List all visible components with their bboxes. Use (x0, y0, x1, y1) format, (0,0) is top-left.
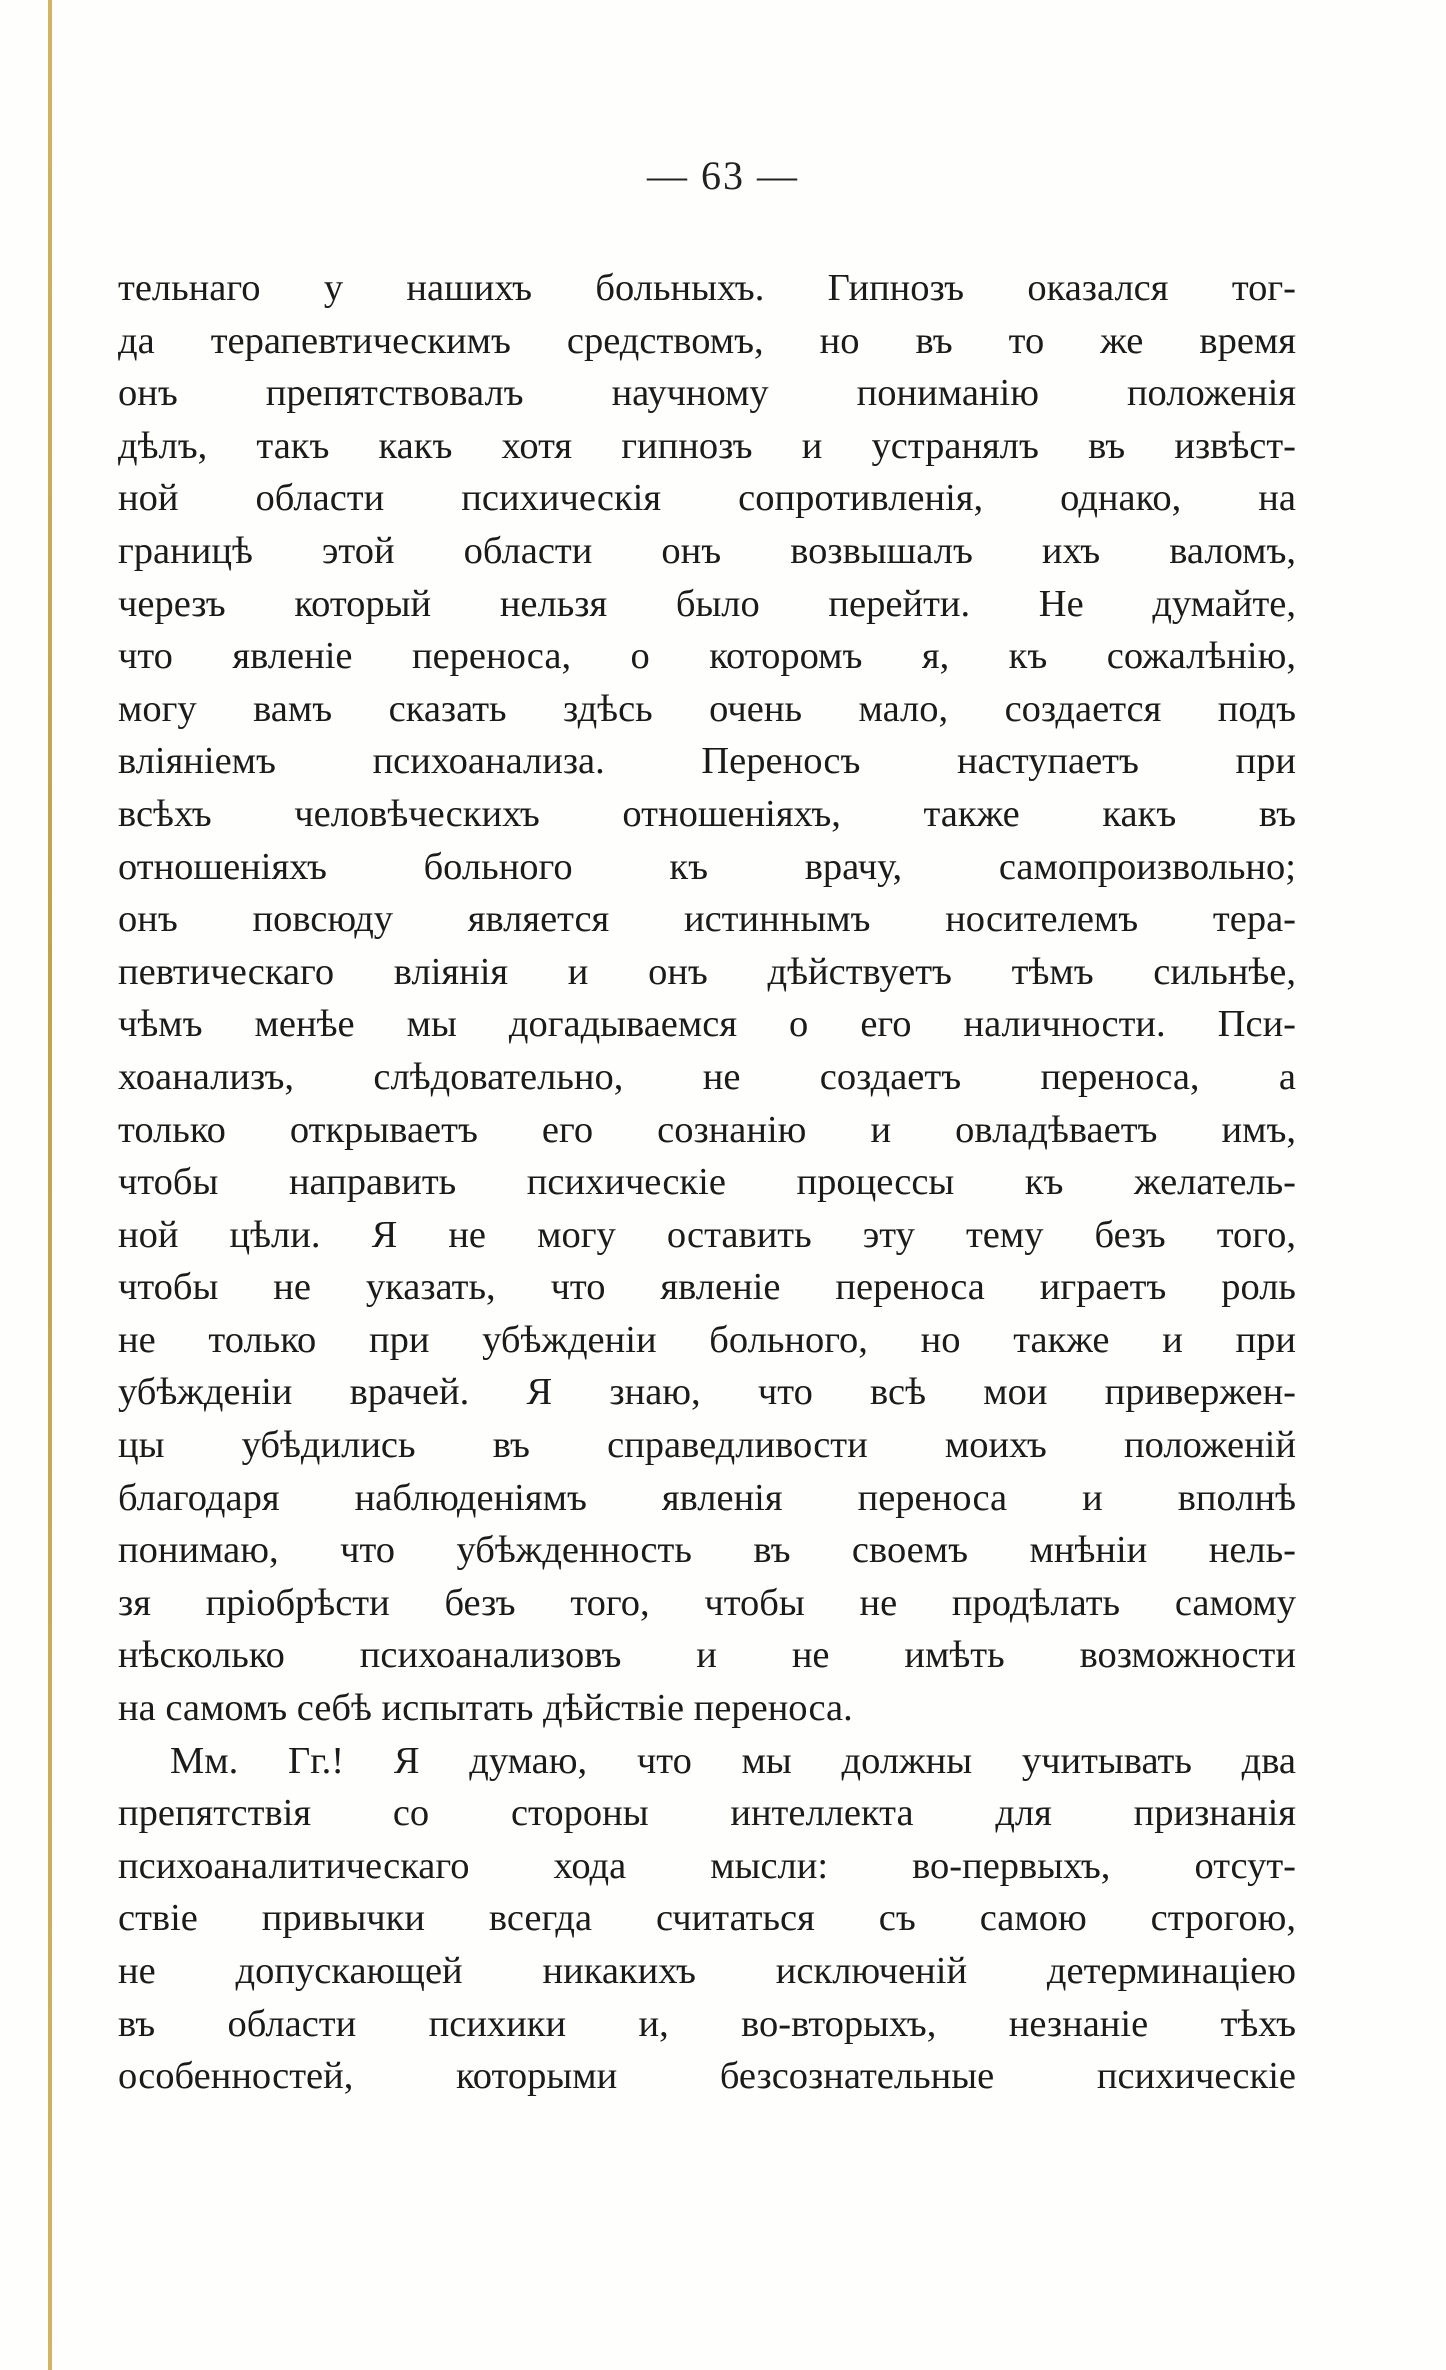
text-line: не только при убѣжденіи больного, но также и при (118, 1318, 1296, 1361)
text-line: черезъ который нельзя было перейти. Не думайте, (118, 582, 1296, 625)
page-number: — 63 — (647, 153, 799, 198)
text-line: чѣмъ менѣе мы догадываемся о его наличности. Пси- (118, 1003, 1296, 1046)
text-line: ной области психическія сопротивленія, однако, на (118, 477, 1296, 520)
text-line: вліяніемъ психоанализа. Переносъ наступаетъ при (118, 740, 1296, 783)
text-line: особенностей, которыми безсознательные психическіе (118, 2055, 1296, 2098)
text-line: нѣсколько психоанализовъ и не имѣть возможности (118, 1634, 1296, 1677)
paragraph-start-line: Мм. Гг.! Я думаю, что мы должны учитывать два (170, 1739, 1296, 1782)
text-line: только открываетъ его сознанію и овладѣваетъ имъ, (118, 1108, 1296, 1151)
page-edge-line (48, 0, 52, 2370)
text-line: ствіе привычки всегда считаться съ самою строгою, (118, 1897, 1296, 1940)
text-line: чтобы направить психическіе процессы къ желатель- (118, 1161, 1296, 1204)
text-line: хоанализъ, слѣдовательно, не создаетъ переноса, а (118, 1055, 1296, 1098)
text-line: певтическаго вліянія и онъ дѣйствуетъ тѣмъ сильнѣе, (118, 950, 1296, 993)
text-line: цы убѣдились въ справедливости моихъ положеній (118, 1424, 1296, 1467)
text-line: психоаналитическаго хода мысли: во-первыхъ, отсут- (118, 1844, 1296, 1887)
text-line: дѣлъ, такъ какъ хотя гипнозъ и устранялъ въ извѣст- (118, 424, 1296, 467)
text-line: не допускающей никакихъ исключеній детерминаціею (118, 1950, 1296, 1992)
text-line: отношеніяхъ больного къ врачу, самопроизвольно; (118, 845, 1296, 888)
text-line: препятствія со стороны интеллекта для признанія (118, 1792, 1296, 1835)
text-line: онъ повсюду является истиннымъ носителемъ тера- (118, 898, 1296, 941)
text-line: благодаря наблюденіямъ явленія переноса и вполнѣ (118, 1476, 1296, 1519)
body-text (118, 262, 1296, 2103)
text-line: зя пріобрѣсти безъ того, чтобы не продѣлать самому (118, 1581, 1296, 1624)
text-line: границѣ этой области онъ возвышалъ ихъ валомъ, (118, 529, 1296, 572)
text-line: тельнаго у нашихъ больныхъ. Гипнозъ оказался тог- (118, 267, 1296, 309)
text-line: что явленіе переноса, о которомъ я, къ сожалѣнію, (118, 635, 1296, 678)
text-line: въ области психики и, во-вторыхъ, незнаніе тѣхъ (118, 2002, 1296, 2045)
text-line: чтобы не указать, что явленіе переноса играетъ роль (118, 1266, 1296, 1309)
text-line: могу вамъ сказать здѣсь очень мало, создается подъ (118, 687, 1296, 730)
paragraph-end-line: на самомъ себѣ испытать дѣйствіе переноса. (118, 1687, 853, 1730)
text-line: онъ препятствовалъ научному пониманію положенія (118, 372, 1296, 415)
text-line: всѣхъ человѣческихъ отношеніяхъ, также какъ въ (118, 792, 1296, 835)
text-line: да терапевтическимъ средствомъ, но въ то же время (118, 319, 1296, 362)
text-line: убѣжденіи врачей. Я знаю, что всѣ мои привержен- (118, 1371, 1296, 1414)
text-line: понимаю, что убѣжденность въ своемъ мнѣніи нель- (118, 1529, 1296, 1572)
text-line: ной цѣли. Я не могу оставить эту тему безъ того, (118, 1213, 1296, 1256)
